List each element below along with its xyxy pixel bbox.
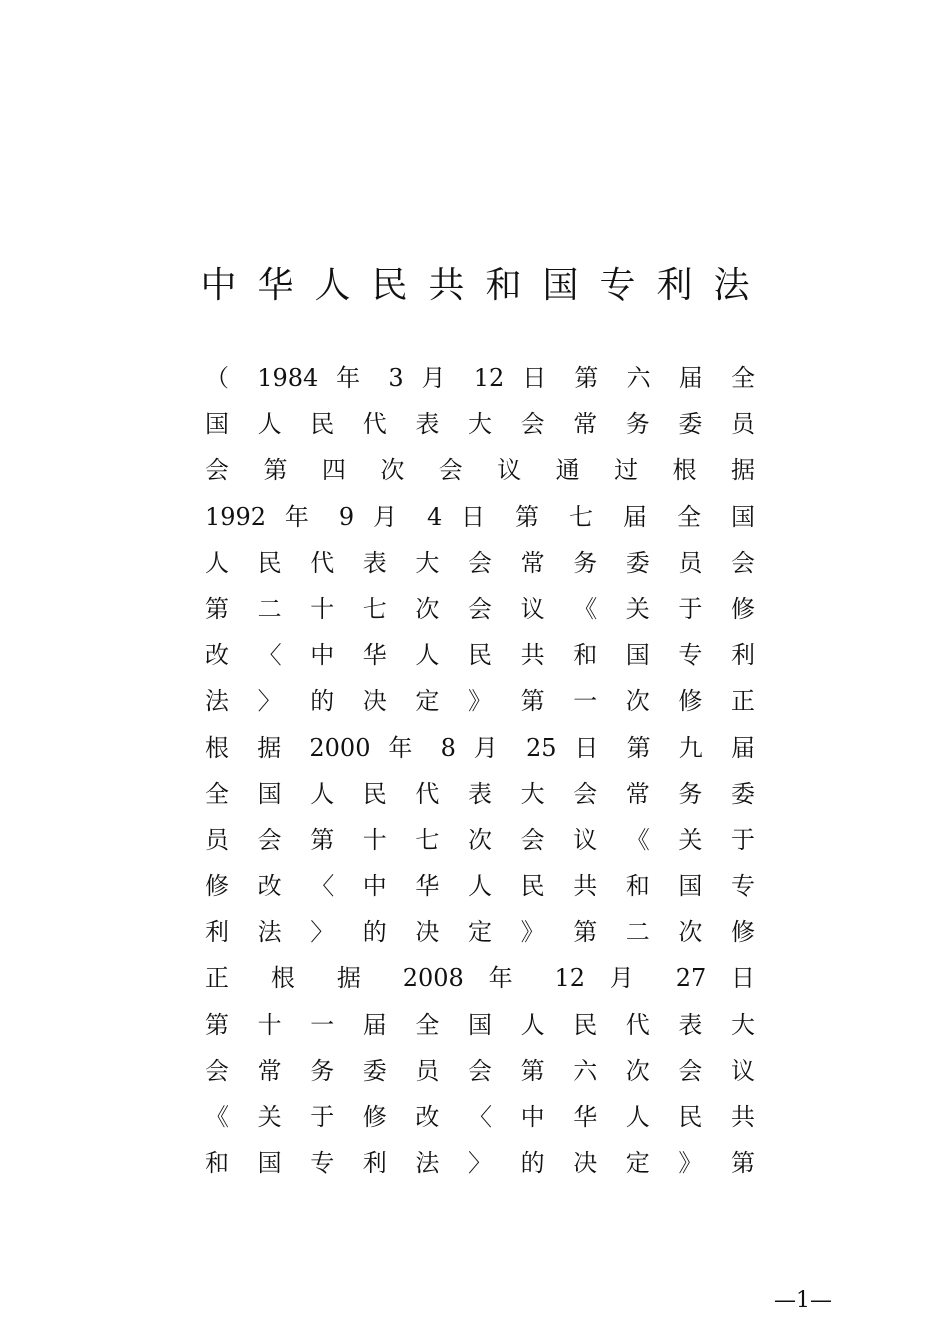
text-line: 会 第 四 次 会 议 通 过 根 据 bbox=[205, 456, 755, 485]
text-line: 改 〈 中 华 人 民 共 和 国 专 利 bbox=[205, 641, 755, 670]
text-line: 第 二 十 七 次 会 议 《 关 于 修 bbox=[205, 594, 755, 623]
text-line: 员 会 第 十 七 次 会 议 《 关 于 bbox=[205, 825, 755, 854]
document-title: 中华人民共和国专利法 bbox=[200, 265, 771, 306]
text-line: 1992 年 9 月 4 日 第 七 届 全 国 bbox=[205, 502, 755, 531]
text-line: 法 〉 的 决 定 》 第 一 次 修 正 bbox=[205, 687, 755, 716]
document-body bbox=[205, 355, 755, 1186]
text-line: 利 法 〉 的 决 定 》 第 二 次 修 bbox=[205, 918, 755, 947]
text-line: 国 人 民 代 表 大 会 常 务 委 员 bbox=[205, 410, 755, 439]
page-number: —1— bbox=[774, 1288, 832, 1313]
text-line: 《 关 于 修 改 〈 中 华 人 民 共 bbox=[205, 1103, 755, 1131]
text-line: 和 国 专 利 法 〉 的 决 定 》 第 bbox=[205, 1149, 755, 1178]
text-line: 第 十 一 届 全 国 人 民 代 表 大 bbox=[205, 1010, 755, 1039]
text-line: 正 根 据 2008 年 12 月 27 日 bbox=[205, 964, 755, 993]
text-line: （ 1984 年 3 月 12 日 第 六 届 全 bbox=[205, 364, 755, 392]
text-line: 根 据 2000 年 8 月 25 日 第 九 届 bbox=[205, 733, 755, 762]
text-line: 修 改 〈 中 华 人 民 共 和 国 专 bbox=[205, 872, 755, 901]
text-line: 全 国 人 民 代 表 大 会 常 务 委 bbox=[205, 779, 755, 808]
text-line: 会 常 务 委 员 会 第 六 次 会 议 bbox=[205, 1056, 755, 1085]
text-line: 人 民 代 表 大 会 常 务 委 员 会 bbox=[205, 548, 755, 577]
